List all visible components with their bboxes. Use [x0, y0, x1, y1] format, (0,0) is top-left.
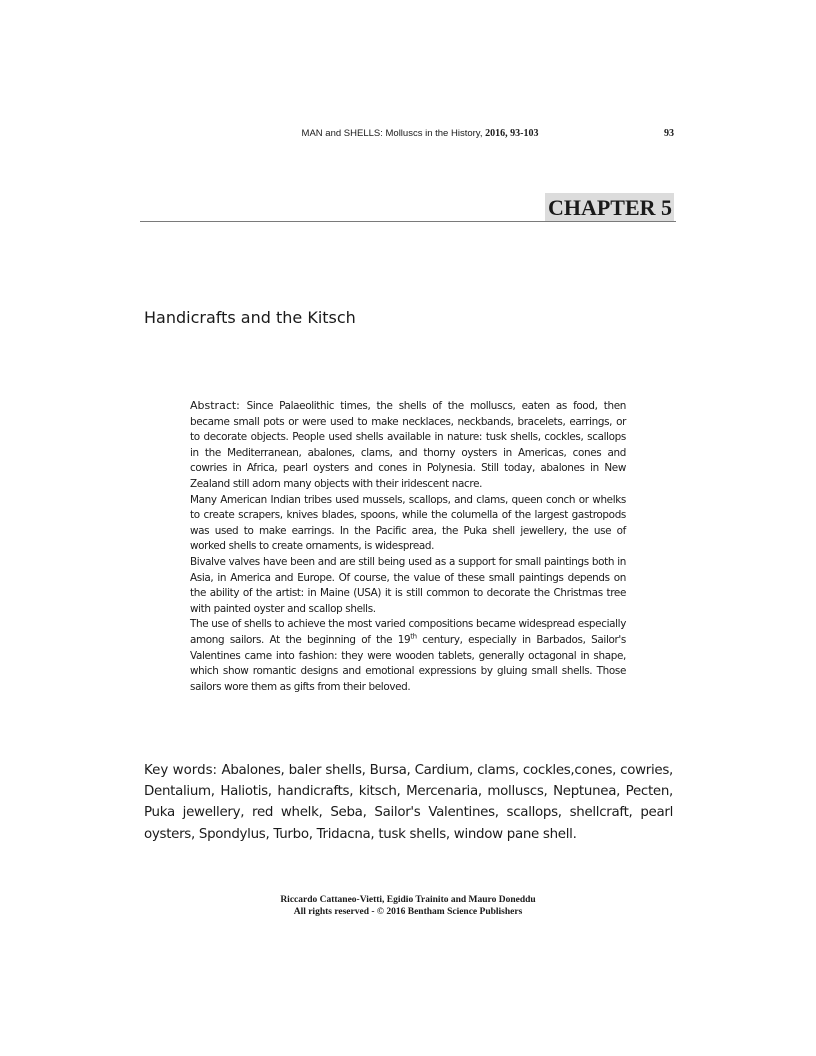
keywords: [144, 760, 673, 845]
abstract-text-4b: century, especially in Barbados, Sailor's Valentines came into fashion: they were wooden tablets, generally octagonal in shape, which show romantic designs and emotional expressions by gluing small shells. Those sailors wore them as gifts from their beloved.: [190, 633, 626, 693]
abstract-text-1: Since Palaeolithic times, the shells of the molluscs, eaten as food, then became small pots or were used to make necklaces, neckbands, bracelets, earrings, or to decorate objects. People used shells available in nature: tusk shells, cockles, scallops in the Mediterranean, abalones, clams, and thorny oysters in Americas, cones and cowries in Africa, pearl oysters and cones in Polynesia. Still today, abalones in New Zealand still adorn many objects with their iridescent nacre.: [190, 400, 626, 490]
chapter-title: Handicrafts and the Kitsch: [144, 308, 356, 327]
abstract-paragraph-3: Bivalve valves have been and are still being used as a support for small paintings both in Asia, in America and Europe. Of course, the value of these small paintings depends on the ability of the artist: in Maine (USA) it is still common to decorate the Christmas tree with painted oyster and scallop shells.: [190, 555, 626, 615]
abstract-text-4a: The use of shells to achieve the most varied compositions became widespread especially among sailors. At the beginning of the 19: [190, 618, 626, 646]
footer-rights: All rights reserved - © 2016 Bentham Science Publishers: [293, 907, 523, 917]
page-number: 93: [664, 128, 674, 139]
ordinal-superscript: th: [410, 632, 417, 641]
abstract-paragraph-4: [190, 617, 626, 695]
footer: [200, 894, 616, 918]
footer-authors: Riccardo Cattaneo-Vietti, Egidio Trainito and Mauro Doneddu: [280, 895, 536, 905]
citation-range: 2016, 93-103: [485, 128, 539, 139]
keywords-text: Abalones, baler shells, Bursa, Cardium, clams, cockles,cones, cowries, Dentalium, Haliotis, handicrafts, kitsch, Mercenaria, molluscs, Neptunea, Pecten, Puka jewellery, red whelk, Seba, Sailor's Valentines, scallops, shellcraft, pearl oysters, Spondylus, Turbo, Tridacna, tusk shells, window pane shell.: [144, 763, 673, 842]
abstract-paragraph-1: [190, 398, 626, 493]
journal-title: MAN and SHELLS: Molluscs in the History,: [301, 128, 486, 139]
keywords-label: Key words:: [144, 763, 222, 778]
abstract: [190, 398, 626, 695]
chapter-divider: [140, 221, 676, 222]
abstract-label: Abstract:: [190, 399, 247, 412]
abstract-paragraph-2: Many American Indian tribes used mussels, scallops, and clams, queen conch or whelks to create scrapers, knives blades, spoons, while the columella of the largest gastropods was used to make earrings. In the Pacific area, the Puka shell jewellery, the use of worked shells to create ornaments, is widespread.: [190, 493, 626, 553]
chapter-label: CHAPTER 5: [545, 193, 674, 221]
running-header: [220, 128, 620, 140]
